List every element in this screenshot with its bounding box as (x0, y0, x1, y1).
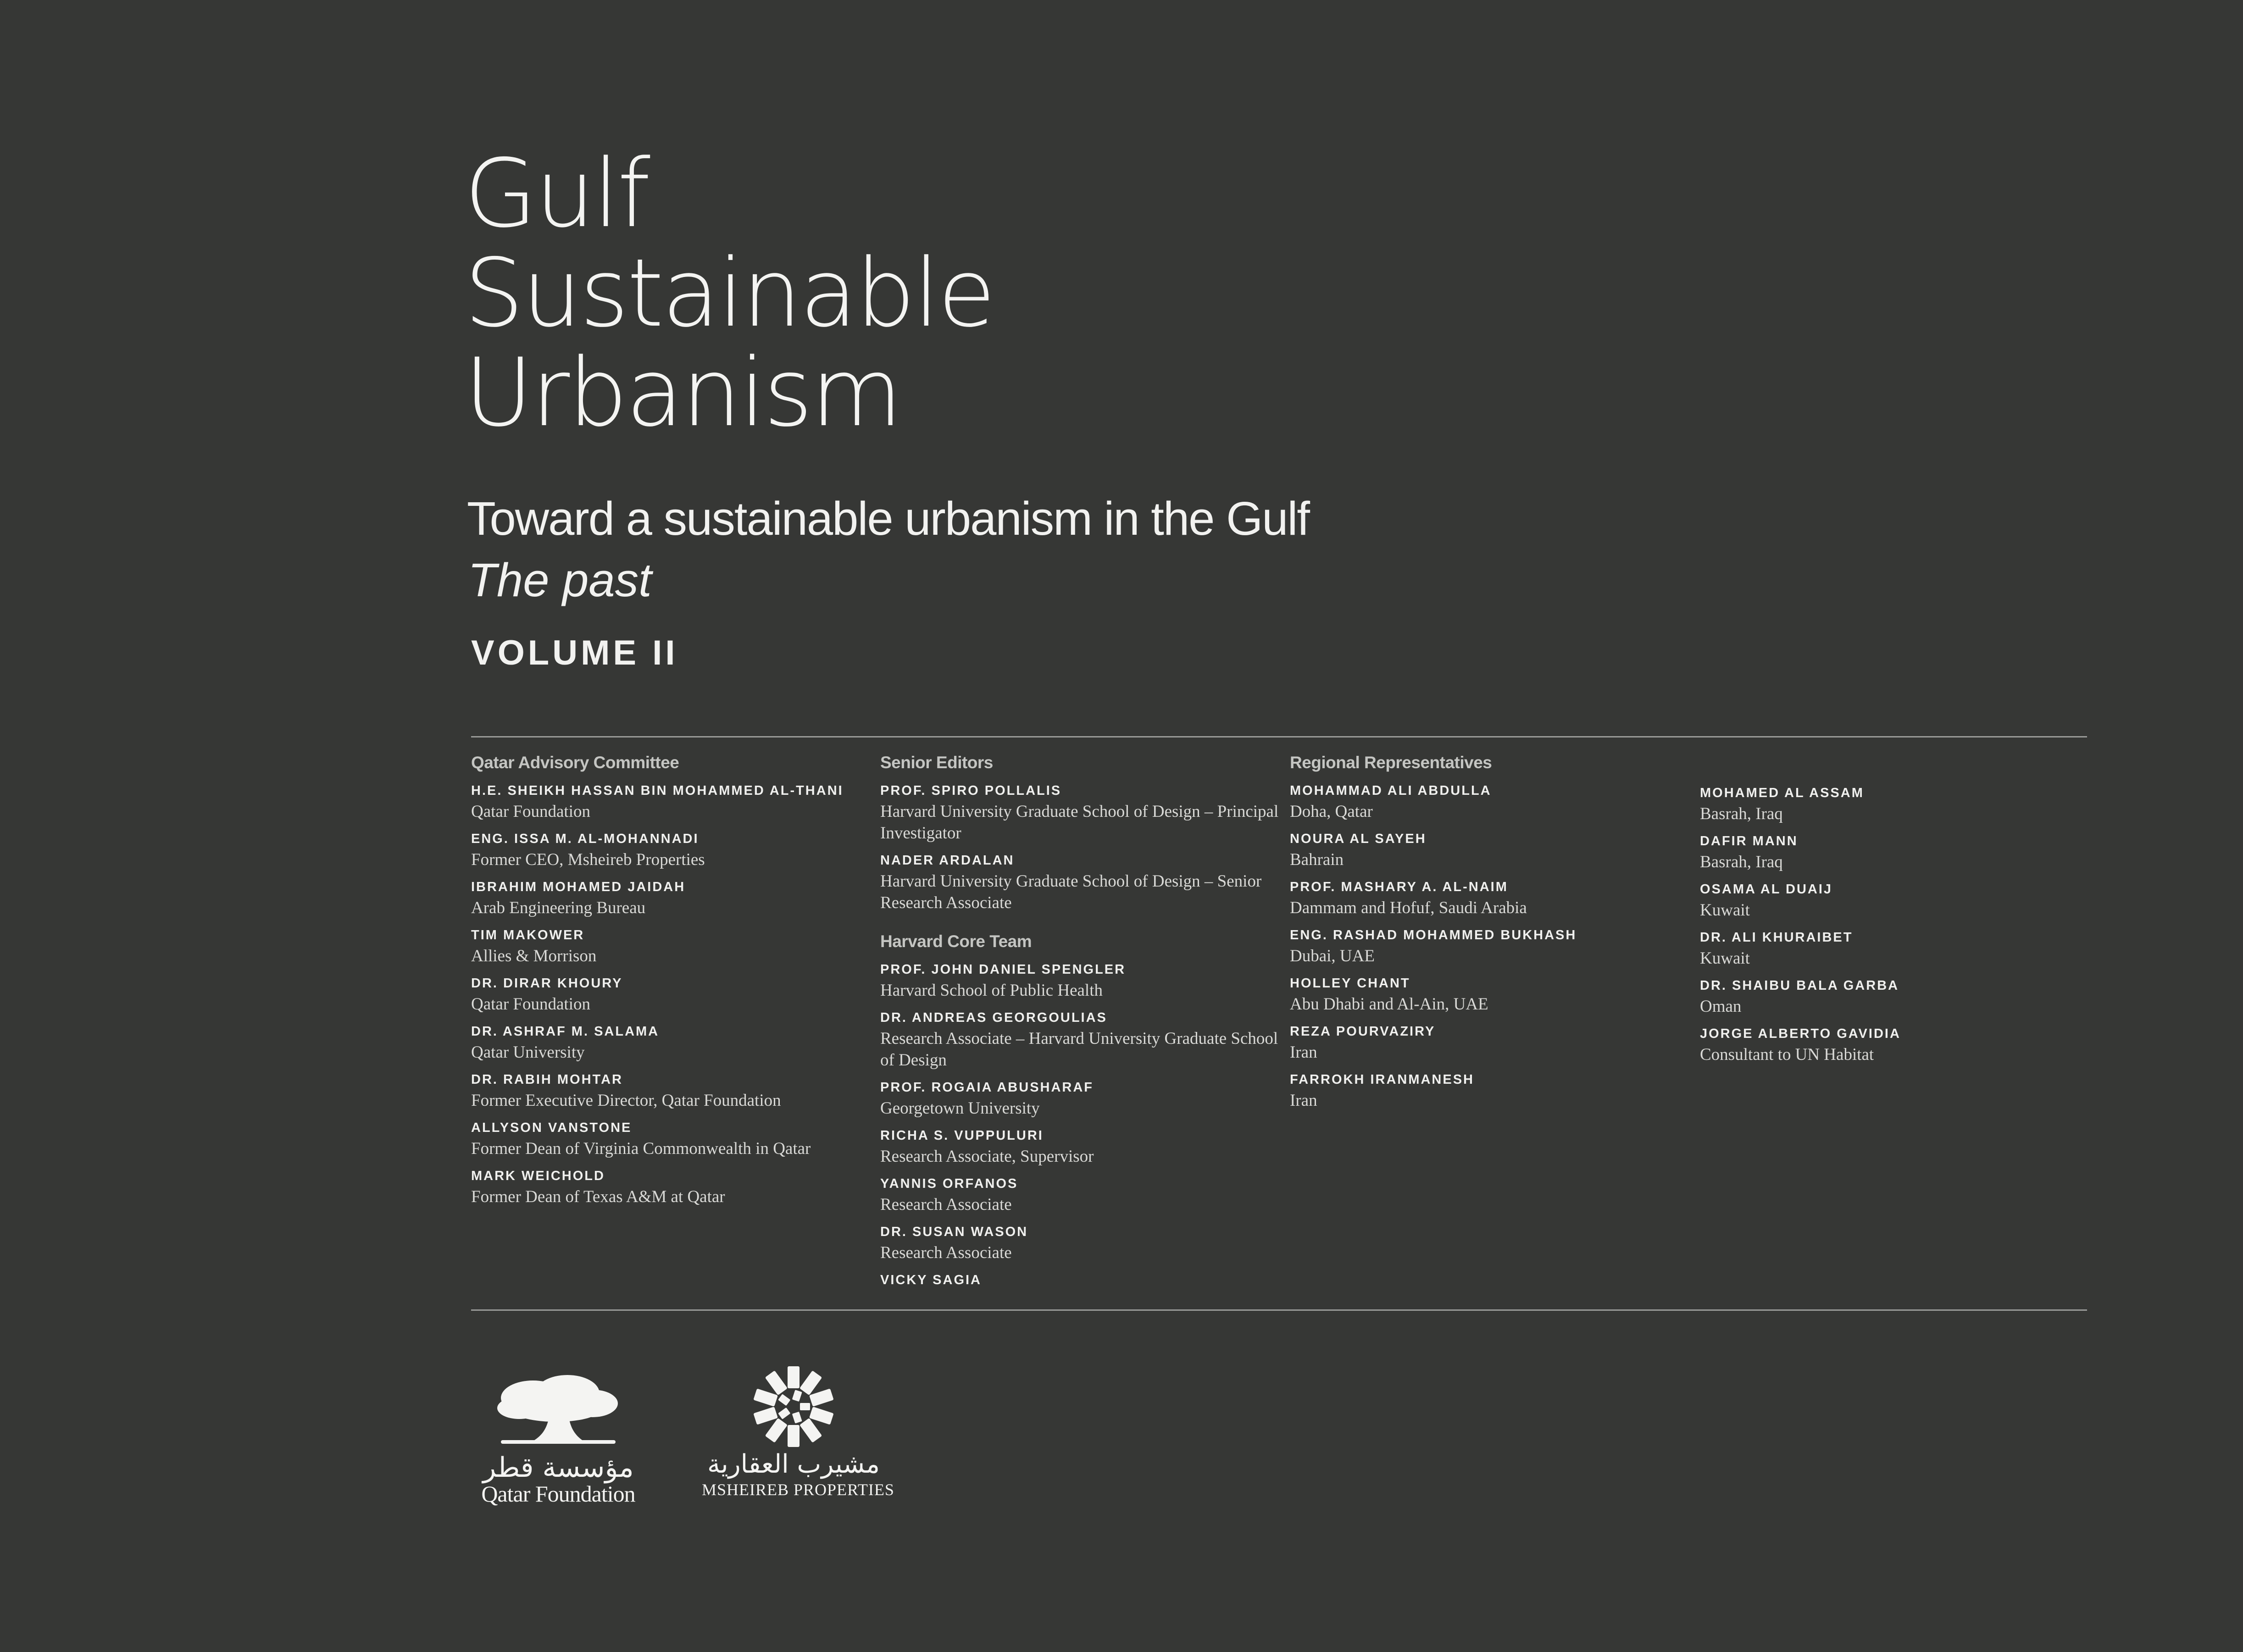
credit-entry (1700, 927, 2104, 969)
person-name: MOHAMMAD ALI ABDULLA (1290, 783, 1492, 798)
person-affiliation: Allies & Morrison (471, 947, 597, 965)
person-name: PROF. SPIRO POLLALIS (880, 783, 1062, 798)
person-affiliation: Qatar Foundation (471, 995, 590, 1014)
person-name: DAFIR MANN (1700, 834, 1798, 848)
qatar-foundation-logo (469, 1371, 648, 1509)
person-affiliation: Former Dean of Texas A&M at Qatar (471, 1187, 725, 1206)
credit-entry (1700, 783, 2104, 825)
person-name: NADER ARDALAN (880, 853, 1015, 868)
section-heading: Regional Representatives (1290, 753, 1492, 772)
qf-latin-name: Qatar Foundation (481, 1481, 635, 1507)
person-affiliation: Consultant to UN Habitat (1700, 1045, 1874, 1064)
credit-entry (471, 1166, 875, 1208)
person-name: ENG. ISSA M. AL-MOHANNADI (471, 832, 699, 846)
person-affiliation: Research Associate – Harvard University Graduate School of Design (880, 1029, 1278, 1070)
person-name: PROF. JOHN DANIEL SPENGLER (880, 962, 1126, 977)
title-line: Urbanism (464, 338, 901, 448)
credit-entry (880, 959, 1284, 1001)
credit-entry (880, 1222, 1284, 1264)
credit-entry (880, 1077, 1284, 1119)
person-affiliation: Harvard School of Public Health (880, 981, 1103, 1000)
credit-entry (471, 829, 875, 870)
credit-entry (471, 1070, 875, 1111)
person-name: ENG. RASHAD MOHAMMED BUKHASH (1290, 928, 1577, 942)
person-name: PROF. MASHARY A. AL-NAIM (1290, 880, 1508, 894)
person-name: IBRAHIM MOHAMED JAIDAH (471, 880, 686, 894)
bottom-divider (471, 1309, 2087, 1311)
person-affiliation: Former Dean of Virginia Commonwealth in Qatar (471, 1139, 811, 1158)
credit-entry (471, 877, 875, 919)
credit-entry (1290, 1021, 1693, 1063)
person-name: ALLYSON VANSTONE (471, 1120, 632, 1135)
person-affiliation: Harvard University Graduate School of Design – Principal Investigator (880, 802, 1279, 843)
person-affiliation: Bahrain (1290, 850, 1344, 869)
person-affiliation: Basrah, Iraq (1700, 804, 1783, 823)
person-affiliation: Kuwait (1700, 901, 1750, 920)
person-name: TIM MAKOWER (471, 928, 585, 942)
person-affiliation: Arab Engineering Bureau (471, 898, 646, 917)
credit-entry (1700, 976, 2104, 1017)
person-affiliation: Iran (1290, 1091, 1317, 1110)
credit-entry (880, 1125, 1284, 1167)
person-affiliation: Basrah, Iraq (1700, 853, 1783, 871)
credits-column-2 (880, 752, 1284, 1297)
credits-column-4 (1700, 783, 2104, 1072)
person-affiliation: Research Associate (880, 1195, 1012, 1214)
person-name: HOLLEY CHANT (1290, 976, 1410, 991)
person-name: DR. ASHRAF M. SALAMA (471, 1024, 660, 1039)
credit-entry (1290, 781, 1693, 822)
credit-entry (471, 781, 875, 822)
person-name: REZA POURVAZIRY (1290, 1024, 1436, 1039)
sun-burst-icon (702, 1364, 885, 1449)
person-name: FARROKH IRANMANESH (1290, 1072, 1474, 1087)
credit-entry (1290, 925, 1693, 967)
person-affiliation: Oman (1700, 997, 1742, 1016)
person-affiliation: Qatar Foundation (471, 802, 590, 821)
credit-entry (471, 1021, 875, 1063)
volume-label: VOLUME II (471, 633, 678, 672)
credit-entry (1290, 829, 1693, 870)
msheireb-latin-name: MSHEIREB PROPERTIES (702, 1480, 894, 1499)
credit-entry (880, 850, 1284, 914)
credit-entry (1290, 1070, 1693, 1111)
person-name: DR. DIRAR KHOURY (471, 976, 623, 991)
subtitle-italic: The past (468, 554, 652, 606)
book-title (464, 139, 994, 448)
person-name: PROF. ROGAIA ABUSHARAF (880, 1080, 1094, 1095)
person-name: DR. ALI KHURAIBET (1700, 930, 1853, 945)
person-affiliation: Kuwait (1700, 949, 1750, 968)
person-affiliation: Iran (1290, 1043, 1317, 1062)
person-name: H.E. SHEIKH HASSAN BIN MOHAMMED AL-THANI (471, 783, 844, 798)
tree-icon (469, 1371, 648, 1452)
title-line: Sustainable (464, 239, 994, 348)
person-name: DR. SUSAN WASON (880, 1225, 1028, 1239)
msheireb-logo (702, 1364, 894, 1507)
person-affiliation: Harvard University Graduate School of Design – Senior Research Associate (880, 872, 1262, 912)
section-heading: Senior Editors (880, 753, 993, 772)
credit-entry (880, 1270, 1284, 1290)
credit-entry (1700, 879, 2104, 921)
credit-entry (880, 1008, 1284, 1071)
person-name: DR. RABIH MOHTAR (471, 1072, 623, 1087)
credit-entry (471, 1118, 875, 1159)
credit-entry (1290, 973, 1693, 1015)
section-heading: Harvard Core Team (880, 932, 1032, 951)
section-heading: Qatar Advisory Committee (471, 753, 679, 772)
person-affiliation: Former CEO, Msheireb Properties (471, 850, 705, 869)
person-affiliation: Research Associate (880, 1243, 1012, 1262)
person-affiliation: Qatar University (471, 1043, 585, 1062)
credit-entry (471, 973, 875, 1015)
subtitle: Toward a sustainable urbanism in the Gulf (467, 492, 1309, 545)
person-name: MARK WEICHOLD (471, 1169, 605, 1183)
credit-entry (1700, 1024, 2104, 1065)
person-name: NOURA AL SAYEH (1290, 832, 1427, 846)
person-name: VICKY SAGIA (880, 1273, 982, 1287)
msheireb-arabic-name: مشيرب العقارية (707, 1449, 880, 1479)
person-name: RICHA S. VUPPULURI (880, 1128, 1044, 1143)
credits-column-1 (471, 752, 875, 1214)
title-line: Gulf (464, 139, 649, 249)
person-affiliation: Research Associate, Supervisor (880, 1147, 1094, 1166)
credit-entry (880, 1174, 1284, 1215)
person-affiliation: Georgetown University (880, 1099, 1040, 1118)
person-affiliation: Former Executive Director, Qatar Foundation (471, 1091, 781, 1110)
person-affiliation: Doha, Qatar (1290, 802, 1373, 821)
credit-entry (1290, 877, 1693, 919)
person-name: OSAMA AL DUAIJ (1700, 882, 1833, 897)
credit-entry (1700, 831, 2104, 873)
person-affiliation: Dubai, UAE (1290, 947, 1375, 965)
person-affiliation: Abu Dhabi and Al-Ain, UAE (1290, 995, 1488, 1014)
credit-entry (471, 925, 875, 967)
top-divider (471, 736, 2087, 737)
qf-arabic-name: مؤسسة قطر (483, 1452, 634, 1484)
person-name: YANNIS ORFANOS (880, 1176, 1018, 1191)
person-affiliation: Dammam and Hofuf, Saudi Arabia (1290, 898, 1527, 917)
person-name: MOHAMED AL ASSAM (1700, 786, 1864, 800)
person-name: DR. SHAIBU BALA GARBA (1700, 978, 1899, 993)
credit-entry (880, 781, 1284, 844)
credits-column-3 (1290, 752, 1693, 1118)
person-name: DR. ANDREAS GEORGOULIAS (880, 1010, 1107, 1025)
person-name: JORGE ALBERTO GAVIDIA (1700, 1026, 1901, 1041)
